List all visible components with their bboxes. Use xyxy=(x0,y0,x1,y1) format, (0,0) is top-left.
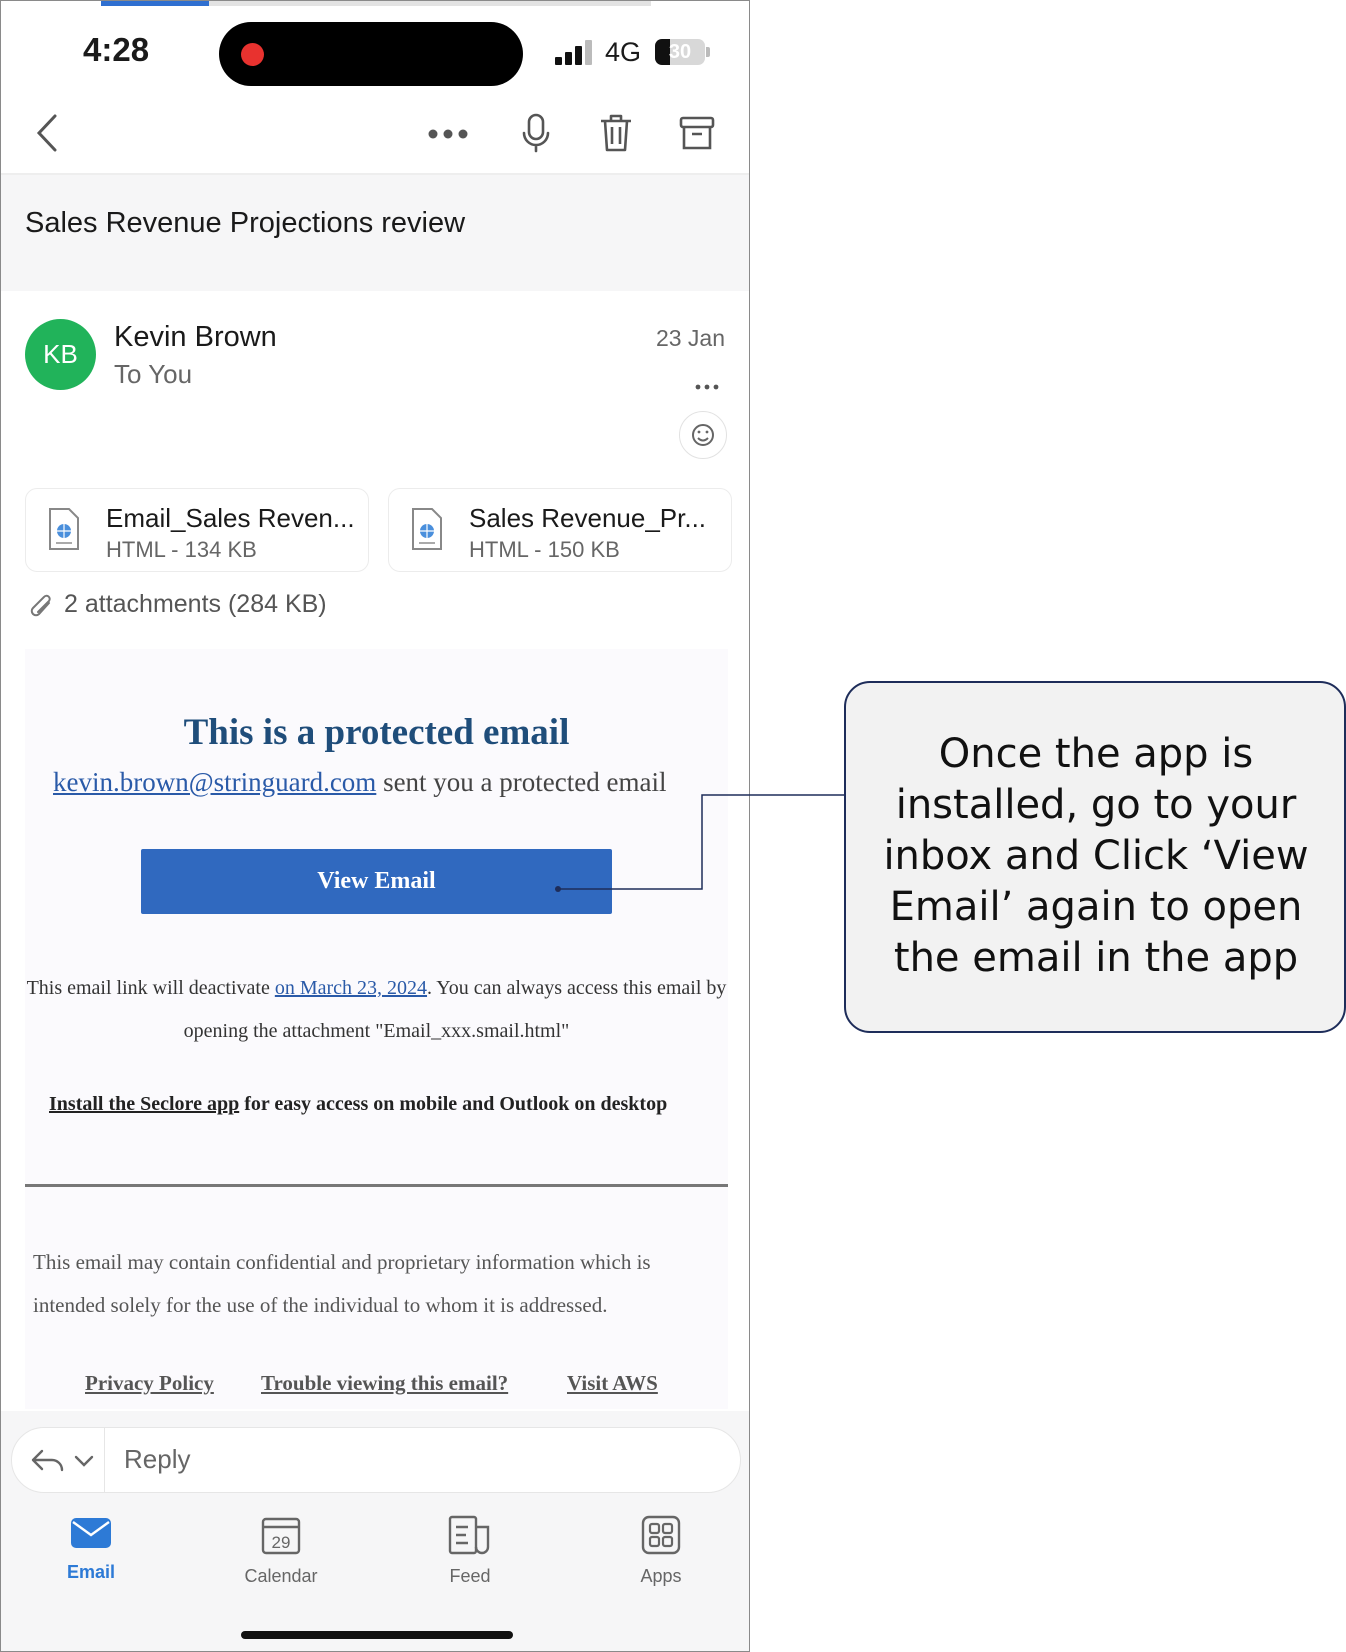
tab-feed[interactable]: Feed xyxy=(410,1515,530,1587)
deactivation-date-link[interactable]: on March 23, 2024 xyxy=(274,977,428,999)
battery-level: 30 xyxy=(668,41,692,63)
tab-calendar[interactable]: 29 Calendar xyxy=(221,1515,341,1587)
attachment-name: Email_Sales Reven... xyxy=(106,503,355,533)
svg-text:29: 29 xyxy=(271,1533,291,1552)
attachment-name: Sales Revenue_Pr... xyxy=(469,503,707,533)
protected-email-line: kevin.brown@stringuard.com sent you a protected email xyxy=(53,767,667,797)
deactivation-notice: This email link will deactivate on March 23, 2024. You can always access this email by opening the attachment "Email_xxx.smail.html" xyxy=(26,977,727,1042)
install-app-link[interactable]: Install the Seclore app xyxy=(49,1093,240,1115)
view-email-button[interactable]: View Email xyxy=(141,849,612,914)
recipient-line[interactable]: To You xyxy=(114,359,193,389)
tab-email[interactable]: Email xyxy=(31,1515,151,1583)
attachments-summary[interactable]: 2 attachments (284 KB) xyxy=(64,590,327,618)
callout-text: Once the app is installed, go to your inbox and Click ‘View Email’ again to open the email in the app xyxy=(883,731,1309,981)
tab-apps[interactable]: Apps xyxy=(601,1515,721,1587)
sender-name[interactable]: Kevin Brown xyxy=(114,321,277,353)
status-time: 4:28 xyxy=(83,31,150,68)
email-date: 23 Jan xyxy=(655,325,725,351)
privacy-policy-link[interactable]: Privacy Policy xyxy=(85,1371,214,1395)
instruction-callout xyxy=(844,681,1346,1033)
attachment-meta: HTML - 134 KB xyxy=(106,537,257,562)
avatar[interactable]: KB xyxy=(25,319,96,390)
reply-input[interactable]: Reply xyxy=(124,1444,191,1474)
network-type: 4G xyxy=(605,37,642,67)
install-notice: Install the Seclore app for easy access on mobile and Outlook on desktop xyxy=(49,1093,668,1115)
protected-email-title: This is a protected email xyxy=(183,712,570,753)
confidentiality-disclaimer: This email may contain confidential and proprietary information which is intended solely for the use of the individual to whom it is addressed. xyxy=(33,1250,651,1317)
attachment-meta: HTML - 150 KB xyxy=(469,537,620,562)
sender-email-link[interactable]: kevin.brown@stringuard.com xyxy=(53,767,377,797)
visit-aws-link[interactable]: Visit AWS xyxy=(567,1371,658,1395)
trouble-viewing-link[interactable]: Trouble viewing this email? xyxy=(261,1371,509,1395)
email-subject: Sales Revenue Projections review xyxy=(25,207,466,239)
